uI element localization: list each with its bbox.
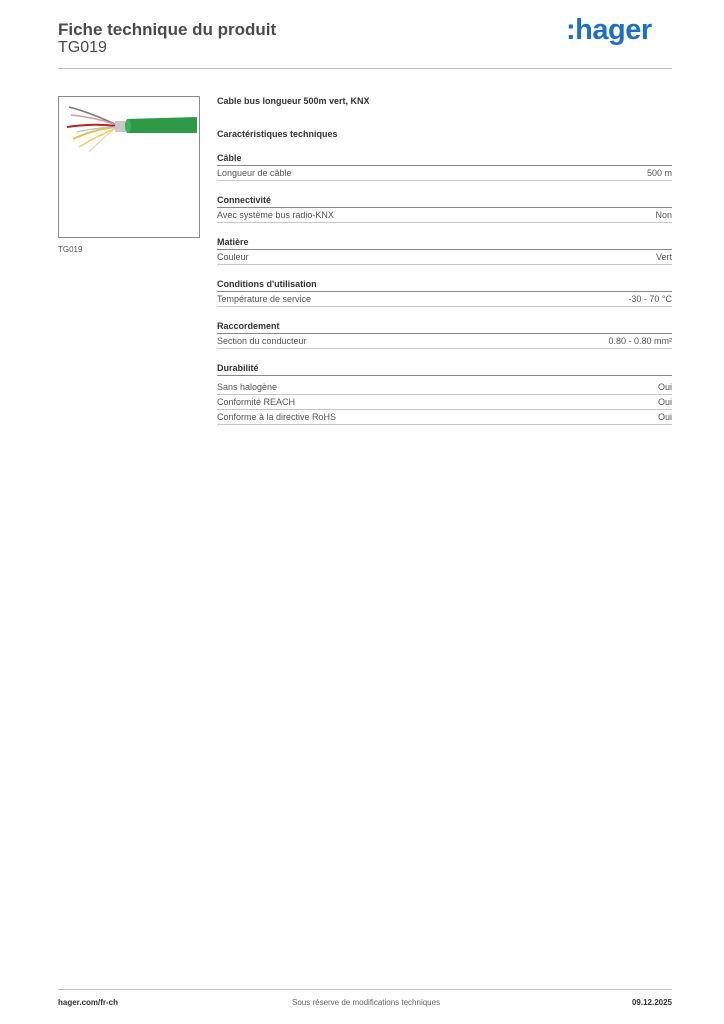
specifications xyxy=(217,96,672,425)
spec-row xyxy=(217,208,672,223)
spec-label: Avec système bus radio-KNX xyxy=(217,210,334,220)
spec-value: Vert xyxy=(655,252,672,262)
spec-row xyxy=(217,250,672,265)
spec-label: Conformité REACH xyxy=(217,397,296,407)
spec-label: Couleur xyxy=(217,252,249,262)
image-caption: TG019 xyxy=(58,245,83,254)
spec-value: Oui xyxy=(657,412,672,422)
spec-row xyxy=(217,395,672,410)
spec-value: Non xyxy=(655,210,672,220)
section-title: Conditions d'utilisation xyxy=(217,279,672,292)
spec-value: 500 m xyxy=(646,168,672,178)
page-title: Fiche technique du produit xyxy=(58,20,277,39)
footer-date: 09.12.2025 xyxy=(631,998,672,1007)
spec-row xyxy=(217,410,672,425)
footer-disclaimer: Sous réserve de modifications techniques xyxy=(292,998,441,1007)
spec-row xyxy=(217,334,672,349)
spec-label: Sans halogène xyxy=(217,382,278,392)
footer-website: hager.com/fr-ch xyxy=(58,998,119,1007)
section-title: Câble xyxy=(217,153,672,166)
spec-row xyxy=(217,166,672,181)
product-name: Cable bus longueur 500m vert, KNX xyxy=(217,96,370,106)
spec-value: Oui xyxy=(657,382,672,392)
section-title: Connectivité xyxy=(217,195,672,208)
header-divider xyxy=(58,68,672,69)
product-reference: TG019 xyxy=(58,39,107,56)
spec-row xyxy=(217,292,672,307)
spec-row xyxy=(217,380,672,395)
spec-value: Oui xyxy=(657,397,672,407)
spec-label: Température de service xyxy=(217,294,312,304)
spec-label: Longueur de câble xyxy=(217,168,292,178)
section-title: Durabilité xyxy=(217,363,672,376)
section-cable xyxy=(217,153,672,181)
spec-label: Conforme à la directive RoHS xyxy=(217,412,337,422)
spec-value: 0.80 - 0.80 mm² xyxy=(608,336,672,346)
cable-illustration xyxy=(59,97,199,237)
section-matiere xyxy=(217,237,672,265)
hager-logo: :hager xyxy=(566,14,652,46)
section-title: Matière xyxy=(217,237,672,250)
specs-heading: Caractéristiques techniques xyxy=(217,129,338,139)
section-raccordement xyxy=(217,321,672,349)
product-image xyxy=(58,96,200,238)
section-conditions xyxy=(217,279,672,307)
section-durabilite xyxy=(217,363,672,425)
footer-divider xyxy=(58,989,672,990)
section-title: Raccordement xyxy=(217,321,672,334)
spec-label: Section du conducteur xyxy=(217,336,307,346)
spec-value: -30 - 70 °C xyxy=(628,294,672,304)
section-connectivite xyxy=(217,195,672,223)
